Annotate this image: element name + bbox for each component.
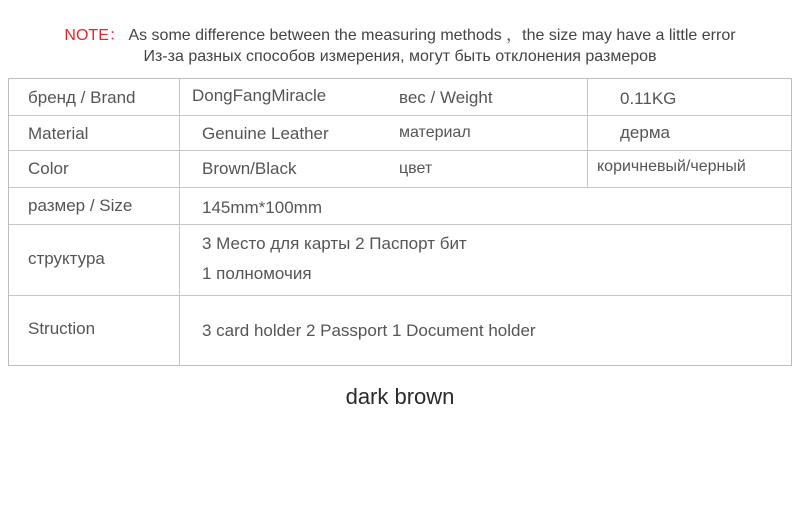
measurement-note: [0, 22, 800, 45]
weight-label: вес / Weight: [399, 88, 493, 107]
material-label: Material: [28, 124, 89, 143]
structure-label: Struction: [28, 319, 96, 338]
material-value: Genuine Leather: [202, 124, 329, 143]
row-divider: [9, 115, 791, 116]
color-caption: dark brown: [345, 384, 455, 409]
structure-value: 3 card holder 2 Passport 1 Document holder: [202, 321, 536, 340]
color-value-ru: коричневый/черный: [597, 158, 746, 175]
note-label: NOTE：: [64, 27, 125, 44]
spec-table: [8, 78, 792, 366]
color-value: Brown/Black: [202, 159, 297, 178]
weight-value: 0.11KG: [620, 89, 677, 108]
column-divider: [587, 79, 588, 187]
structure-label-ru: структура: [28, 249, 105, 268]
color-label: Color: [28, 159, 69, 178]
size-value: 145mm*100mm: [202, 198, 322, 217]
row-divider: [9, 224, 791, 225]
brand-label: бренд / Brand: [28, 88, 136, 107]
note-text: As some difference between the measuring methods ，the size may have a little error: [128, 27, 736, 44]
column-divider: [179, 79, 180, 366]
material-label-ru: материал: [399, 124, 471, 141]
row-divider: [9, 150, 791, 151]
material-value-ru: дерма: [620, 123, 670, 142]
color-label-ru: цвет: [399, 160, 433, 177]
row-divider: [9, 187, 791, 188]
size-label: размер / Size: [28, 196, 133, 215]
measurement-note-ru: Из-за разных способов измерения, могут быть отклонения размеров: [143, 48, 657, 65]
brand-value: DongFangMiracle: [192, 86, 327, 105]
row-divider: [9, 295, 791, 296]
structure-value-ru-line2: 1 полномочия: [202, 264, 312, 283]
structure-value-ru-line1: 3 Место для карты 2 Паспорт бит: [202, 234, 467, 253]
